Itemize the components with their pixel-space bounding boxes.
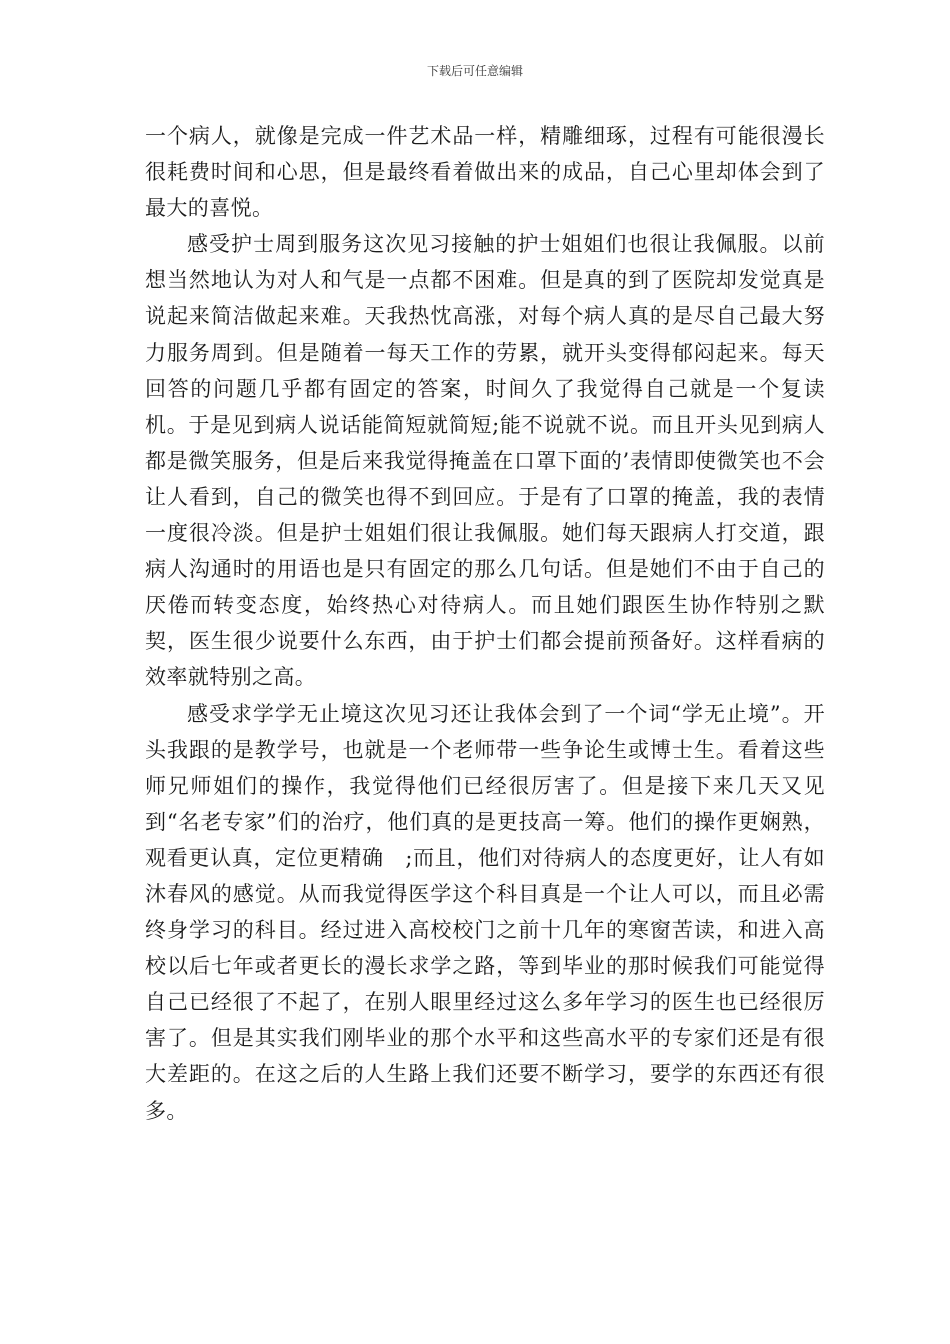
paragraph-1: 一个病人，就像是完成一件艺术品一样，精雕细琢，过程有可能很漫长很耗费时间和心思，但是最终看着做出来的成品，自己心里却体会到了最大的喜悦。 bbox=[145, 124, 825, 221]
document-body bbox=[145, 118, 825, 1129]
paragraph-2: 感受护士周到服务这次见习接触的护士姐姐们也很让我佩服。以前想当然地认为对人和气是一点都不困难。但是真的到了医院却发觉真是说起来简洁做起来难。天我热忱高涨，对每个病人真的是尽自己最大努力服务周到。但是随着一每天工作的劳累，就开头变得郁闷起来。每天回答的问题几乎都有固定的答案，时间久了我觉得自己就是一个复读机。于是见到病人说话能简短就简短;能不说就不说。而且开头见到病人都是微笑服务，但是后来我觉得掩盖在口罩下面的’表情即使微笑也不会让人看到，自己的微笑也得不到回应。于是有了口罩的掩盖，我的表情一度很冷淡。但是护士姐姐们很让我佩服。她们每天跟病人打交道，跟病人沟通时的用语也是只有固定的那么几句话。但是她们不由于自己的厌倦而转变态度，始终热心对待病人。而且她们跟医生协作特别之默契，医生很少说要什么东西，由于护士们都会提前预备好。这样看病的效率就特别之高。 bbox=[145, 232, 825, 690]
paragraph-3: 感受求学学无止境这次见习还让我体会到了一个词“学无止境”。开头我跟的是教学号，也就是一个老师带一些争论生或博士生。看着这些师兄师姐们的操作，我觉得他们已经很厉害了。但是接下来几天又见到“名老专家”们的治疗，他们真的是更技高一筹。他们的操作更娴熟，观看更认真，定位更精确 ;而且，他们对待病人的态度更好，让人有如沐春风的感觉。从而我觉得医学这个科目真是一个让人可以，而且必需终身学习的科目。经过进入高校校门之前十几年的寒窗苦读，和进入高校以后七年或者更长的漫长求学之路，等到毕业的那时候我们可能觉得自己已经很了不起了，在别人眼里经过这么多年学习的医生也已经很厉害了。但是其实我们刚毕业的那个水平和这些高水平的专家们还是有很大差距的。在这之后的人生路上我们还要不断学习，要学的东西还有很多。 bbox=[145, 701, 825, 1123]
page-header: 下载后可任意编辑 bbox=[426, 64, 523, 78]
